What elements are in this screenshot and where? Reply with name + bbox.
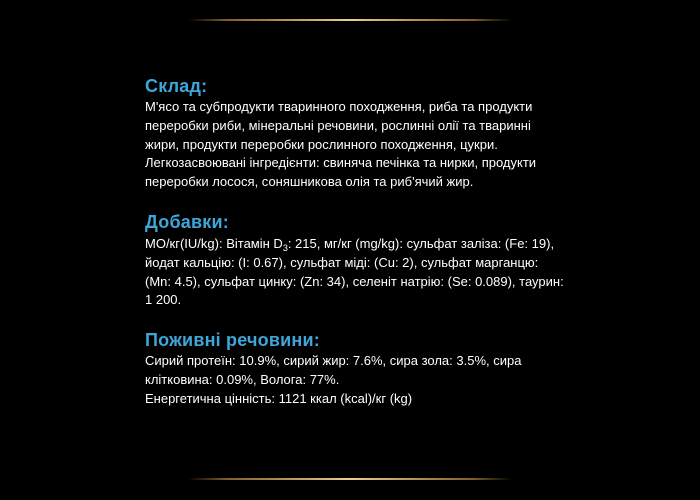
content-block <box>145 75 565 409</box>
top-gold-divider <box>188 19 512 21</box>
nutrients-title: Поживні речовини: <box>145 330 320 351</box>
additives-text-start: МО/кг(IU/kg): Вітамін D <box>145 235 283 251</box>
bottom-gold-divider <box>188 478 512 480</box>
composition-section <box>145 75 565 192</box>
energy-value-paragraph: Енергетична цінність: 1121 ккал (kcal)/кг (kg) <box>145 390 413 406</box>
composition-paragraph: Легкозасвоювані інгредієнти: свиняча печінка та нирки, продукти переробки лосося, соняшникова олія та риб'ячий жир. <box>145 155 537 190</box>
additives-section <box>145 211 565 310</box>
nutrients-section <box>145 329 565 408</box>
composition-paragraph: М'ясо та субпродукти тваринного походження, риба та продукти переробки риби, мінеральні речовини, рослинні олії та тваринні жири, продукти переробки рослинного походження, цукри. <box>145 99 533 152</box>
additives-body <box>145 235 565 310</box>
nutrients-body <box>145 352 565 408</box>
additives-title: Добавки: <box>145 211 229 232</box>
vitamin-subscript: 3 <box>282 242 288 253</box>
additives-text-rest: : 215, мг/кг (mg/kg): сульфат заліза: (Fe: 19), йодат кальцію: (I: 0.67), сульфат міді: (Cu: 2), сульфат марганцю: (Mn: 4.5), сульфат цинку: (Zn: 34), селеніт натрію: (Se: 0.089), таурин: 1 200. <box>145 235 564 308</box>
nutrients-paragraph: Сирий протеїн: 10.9%, сирий жир: 7.6%, сира зола: 3.5%, сира клітковина: 0.09%, Волога: 77%. <box>145 353 522 387</box>
additives-paragraph <box>145 235 565 310</box>
composition-body <box>145 98 565 192</box>
composition-title: Склад: <box>145 76 208 96</box>
